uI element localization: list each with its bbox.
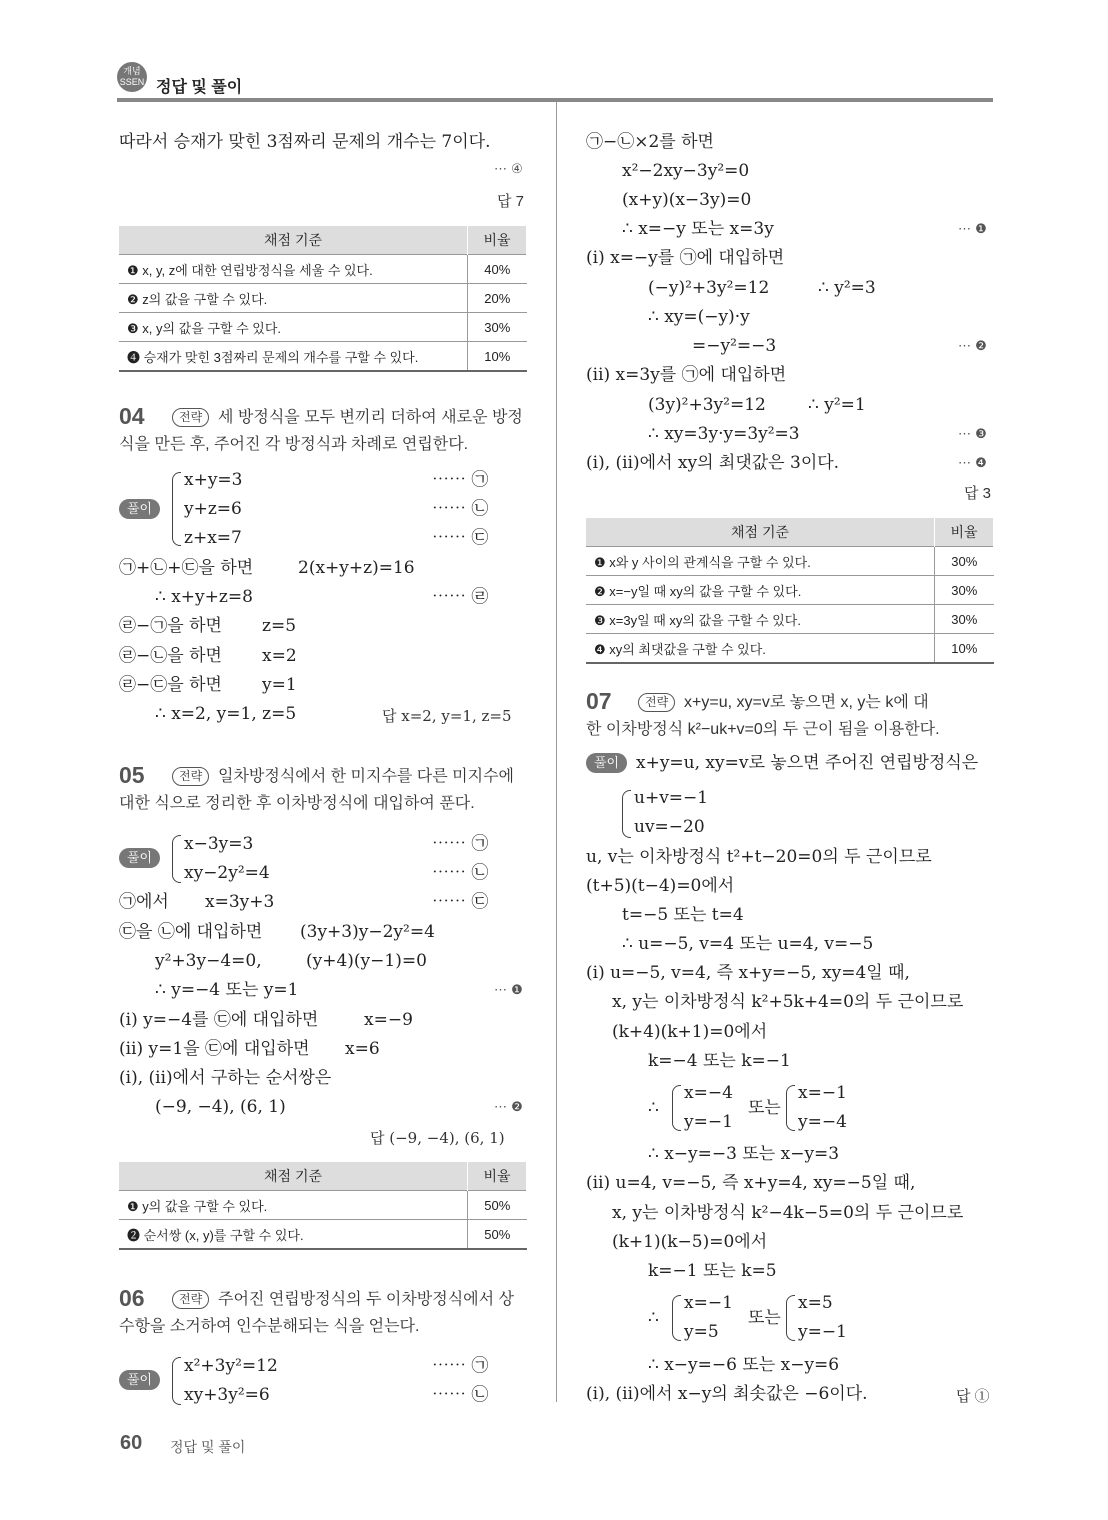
table-row: ❷ z의 값을 구할 수 있다. 20%: [119, 284, 527, 313]
step-line: ∴ x+y+z=8: [155, 587, 253, 607]
badge-line1: 개념: [123, 66, 141, 76]
step-line: ∴ xy=3y·y=3y²=3: [648, 424, 800, 444]
grading-table-3: [586, 518, 994, 664]
solution-pill: 풀이: [119, 1370, 160, 1390]
column-divider: [556, 102, 557, 1402]
equation-line: x+y=3: [184, 470, 243, 490]
equation-label: ⋯⋯ ㉡: [432, 1385, 489, 1405]
system-brace: [672, 1295, 681, 1341]
table-head-ratio: 비율: [935, 518, 994, 547]
intro-step-mark: ⋯ ④: [494, 162, 523, 177]
equation-line: y+z=6: [184, 499, 242, 519]
intro-line: 따라서 승재가 맞힌 3점짜리 문제의 개수는 7이다.: [119, 132, 491, 152]
step-mark: ⋯ ❷: [958, 339, 987, 354]
answer-05: 답 (−9, −4), (6, 1): [370, 1129, 505, 1147]
equation-line: z+x=7: [184, 528, 242, 548]
equation-label: ⋯⋯ ㉠: [432, 1356, 489, 1376]
strategy-text-2: 대한 식으로 정리한 후 이차방정식에 대입하여 푼다.: [119, 795, 475, 812]
footer-label: 정답 및 풀이: [170, 1439, 246, 1455]
table-head-criteria: 채점 기준: [119, 226, 468, 255]
equation-line: y=−1: [798, 1322, 847, 1342]
step-line: x=−9: [364, 1010, 413, 1030]
step-mark: ⋯ ❹: [958, 456, 987, 471]
problem-number-07: 07: [586, 688, 612, 714]
step-line: (ⅰ), (ⅱ)에서 xy의 최댓값은 3이다.: [586, 453, 840, 473]
step-line: ㉣−㉢을 하면: [119, 675, 222, 695]
step-line: (ⅰ) x=−y를 ㉠에 대입하면: [586, 248, 785, 268]
step-line: (ⅱ) u=4, v=−5, 즉 x+y=4, xy=−5일 때,: [586, 1173, 916, 1193]
equation-line: xy−2y²=4: [184, 863, 270, 883]
strategy-text-2: 한 이차방정식 k²−uk+v=0의 두 근이 됨을 이용한다.: [586, 721, 940, 738]
equation-line: x²+3y²=12: [184, 1356, 278, 1376]
step-line: (3y+3)y−2y²=4: [300, 922, 435, 942]
step-mark: ⋯ ❷: [494, 1100, 523, 1115]
step-line: (ⅱ) x=3y를 ㉠에 대입하면: [586, 365, 787, 385]
equation-line: uv=−20: [634, 817, 705, 837]
equation-line: xy+3y²=6: [184, 1385, 270, 1405]
equation-line: y=5: [684, 1322, 719, 1342]
strategy-text-1: 주어진 연립방정식의 두 이차방정식에서 상: [218, 1291, 514, 1308]
step-line: (ⅰ), (ⅱ)에서 x−y의 최솟값은 −6이다.: [586, 1384, 868, 1404]
grading-table-2: [119, 1162, 527, 1250]
equation-label: ⋯⋯ ㉠: [432, 834, 489, 854]
step-line: ㉠에서: [119, 892, 169, 912]
solution-pill: 풀이: [119, 499, 160, 519]
step-line: ∴ u=−5, v=4 또는 u=4, v=−5: [622, 934, 874, 954]
step-line: (3y)²+3y²=12: [648, 395, 766, 415]
system-brace: [172, 472, 181, 546]
strategy-text-2: 식을 만든 후, 주어진 각 방정식과 차례로 연립한다.: [119, 436, 469, 453]
step-line: ∴ y=−4 또는 y=1: [155, 980, 299, 1000]
therefore-symbol: ∴: [648, 1308, 659, 1328]
step-line: (ⅰ) u=−5, v=4, 즉 x+y=−5, xy=4일 때,: [586, 963, 910, 983]
strategy-tag: 전략: [172, 408, 209, 427]
table-head-ratio: 비율: [468, 226, 527, 255]
step-line: ㉠+㉡+㉢을 하면: [119, 558, 254, 578]
table-row: ❶ x와 y 사이의 관계식을 구할 수 있다. 30%: [586, 547, 994, 576]
equation-label: ⋯⋯ ㉡: [432, 499, 489, 519]
equation-line: x=−1: [798, 1083, 847, 1103]
system-brace: [622, 790, 631, 838]
problem-number-05: 05: [119, 762, 145, 788]
header-rule: [117, 98, 993, 102]
table-row: ❹ 승재가 맞힌 3점짜리 문제의 개수를 구할 수 있다. 10%: [119, 342, 527, 372]
step-line: ∴ y²=1: [808, 395, 866, 415]
step-line: x, y는 이차방정식 k²+5k+4=0의 두 근이므로: [612, 992, 964, 1012]
step-line: x+y=u, xy=v로 놓으면 주어진 연립방정식은: [636, 753, 979, 773]
equation-line: y=−1: [684, 1112, 733, 1132]
step-line: ∴ xy=(−y)·y: [648, 307, 750, 327]
step-line: u, v는 이차방정식 t²+t−20=0의 두 근이므로: [586, 847, 932, 867]
or-word: 또는: [748, 1308, 781, 1328]
step-mark: ⋯ ❶: [494, 983, 523, 998]
step-line: ∴ x=−y 또는 x=3y: [622, 219, 774, 239]
answer-07: 답 ①: [956, 1388, 990, 1405]
step-line: ㉣−㉡을 하면: [119, 646, 222, 666]
table-head-ratio: 비율: [468, 1162, 527, 1191]
problem-number-04: 04: [119, 403, 145, 429]
step-line: (y+4)(y−1)=0: [306, 951, 427, 971]
step-line: z=5: [262, 616, 297, 636]
table-row: ❶ y의 값을 구할 수 있다. 50%: [119, 1191, 527, 1220]
system-brace: [786, 1295, 795, 1341]
step-line: ∴ x−y=−6 또는 x−y=6: [648, 1355, 840, 1375]
answer-04: 답 x=2, y=1, z=5: [382, 707, 512, 725]
table-row: ❷ 순서쌍 (x, y)를 구할 수 있다. 50%: [119, 1220, 527, 1250]
step-line: (ⅱ) y=1을 ㉢에 대입하면: [119, 1039, 310, 1059]
solution-pill: 풀이: [586, 753, 627, 773]
equation-label: ⋯⋯ ㉢: [432, 528, 489, 548]
strategy-tag: 전략: [172, 1290, 209, 1309]
table-row: ❸ x=3y일 때 xy의 값을 구할 수 있다. 30%: [586, 605, 994, 634]
strategy-text-1: x+y=u, xy=v로 놓으면 x, y는 k에 대: [684, 694, 929, 711]
problem-number-06: 06: [119, 1285, 145, 1311]
answer-06: 답 3: [964, 485, 991, 502]
strategy-tag: 전략: [172, 767, 209, 786]
equation-line: x=−4: [684, 1083, 733, 1103]
step-mark: ⋯ ❸: [958, 427, 987, 442]
step-line: ∴ x−y=−3 또는 x−y=3: [648, 1144, 840, 1164]
table-head-criteria: 채점 기준: [119, 1162, 468, 1191]
strategy-text-1: 일차방정식에서 한 미지수를 다른 미지수에: [218, 768, 514, 785]
step-line: =−y²=−3: [692, 336, 777, 356]
step-line: (−y)²+3y²=12: [648, 278, 770, 298]
step-line: (k+4)(k+1)=0에서: [612, 1022, 768, 1042]
equation-label: ⋯⋯ ㉢: [432, 892, 489, 912]
step-line: y=1: [262, 675, 297, 695]
table-row: ❷ x=−y일 때 xy의 값을 구할 수 있다. 30%: [586, 576, 994, 605]
badge-line2: SSEN: [119, 77, 145, 87]
step-line: x=3y+3: [205, 892, 275, 912]
step-line: ㉠−㉡×2를 하면: [586, 132, 714, 152]
step-line: (k+1)(k−5)=0에서: [612, 1232, 768, 1252]
step-line: ∴ x=2, y=1, z=5: [155, 704, 297, 724]
equation-line: x=5: [798, 1293, 833, 1313]
table-row: ❸ x, y의 값을 구할 수 있다. 30%: [119, 313, 527, 342]
step-line: (ⅰ) y=−4를 ㉢에 대입하면: [119, 1010, 319, 1030]
series-badge: [117, 62, 147, 92]
step-line: y²+3y−4=0,: [155, 951, 262, 971]
step-line: (x+y)(x−3y)=0: [622, 190, 752, 210]
step-line: x, y는 이차방정식 k²−4k−5=0의 두 근이므로: [612, 1203, 964, 1223]
system-brace: [786, 1085, 795, 1131]
step-line: 2(x+y+z)=16: [298, 558, 415, 578]
step-line: x=6: [345, 1039, 380, 1059]
strategy-text-1: 세 방정식을 모두 변끼리 더하여 새로운 방정: [218, 409, 523, 426]
step-line: x=2: [262, 646, 297, 666]
equation-label: ⋯⋯ ㉣: [432, 587, 489, 607]
grading-table-1: [119, 226, 527, 372]
step-line: k=−4 또는 k=−1: [648, 1051, 791, 1071]
step-line: (ⅰ), (ⅱ)에서 구하는 순서쌍은: [119, 1068, 332, 1088]
table-row: ❶ x, y, z에 대한 연립방정식을 세울 수 있다. 40%: [119, 255, 527, 284]
step-line: ㉣−㉠을 하면: [119, 616, 222, 636]
or-word: 또는: [748, 1098, 781, 1118]
intro-answer: 답 7: [497, 193, 524, 210]
step-line: (t+5)(t−4)=0에서: [586, 876, 735, 896]
equation-line: y=−4: [798, 1112, 847, 1132]
strategy-text-2: 수항을 소거하여 인수분해되는 식을 얻는다.: [119, 1318, 420, 1335]
page-number: 60: [120, 1432, 143, 1454]
step-mark: ⋯ ❶: [958, 222, 987, 237]
system-brace: [672, 1085, 681, 1131]
step-line: k=−1 또는 k=5: [648, 1261, 777, 1281]
table-head-criteria: 채점 기준: [586, 518, 935, 547]
step-line: (−9, −4), (6, 1): [155, 1097, 286, 1117]
equation-label: ⋯⋯ ㉠: [432, 470, 489, 490]
system-brace: [172, 1357, 181, 1405]
equation-line: x=−1: [684, 1293, 733, 1313]
equation-line: x−3y=3: [184, 834, 254, 854]
therefore-symbol: ∴: [648, 1098, 659, 1118]
step-line: ㉢을 ㉡에 대입하면: [119, 922, 263, 942]
step-line: t=−5 또는 t=4: [622, 905, 744, 925]
table-row: ❹ xy의 최댓값을 구할 수 있다. 10%: [586, 634, 994, 664]
equation-line: u+v=−1: [634, 788, 709, 808]
step-line: x²−2xy−3y²=0: [622, 161, 750, 181]
solution-pill: 풀이: [119, 848, 160, 868]
page-header-title: 정답 및 풀이: [156, 79, 243, 96]
equation-label: ⋯⋯ ㉡: [432, 863, 489, 883]
system-brace: [172, 835, 181, 883]
strategy-tag: 전략: [638, 693, 675, 712]
step-line: ∴ y²=3: [818, 278, 876, 298]
